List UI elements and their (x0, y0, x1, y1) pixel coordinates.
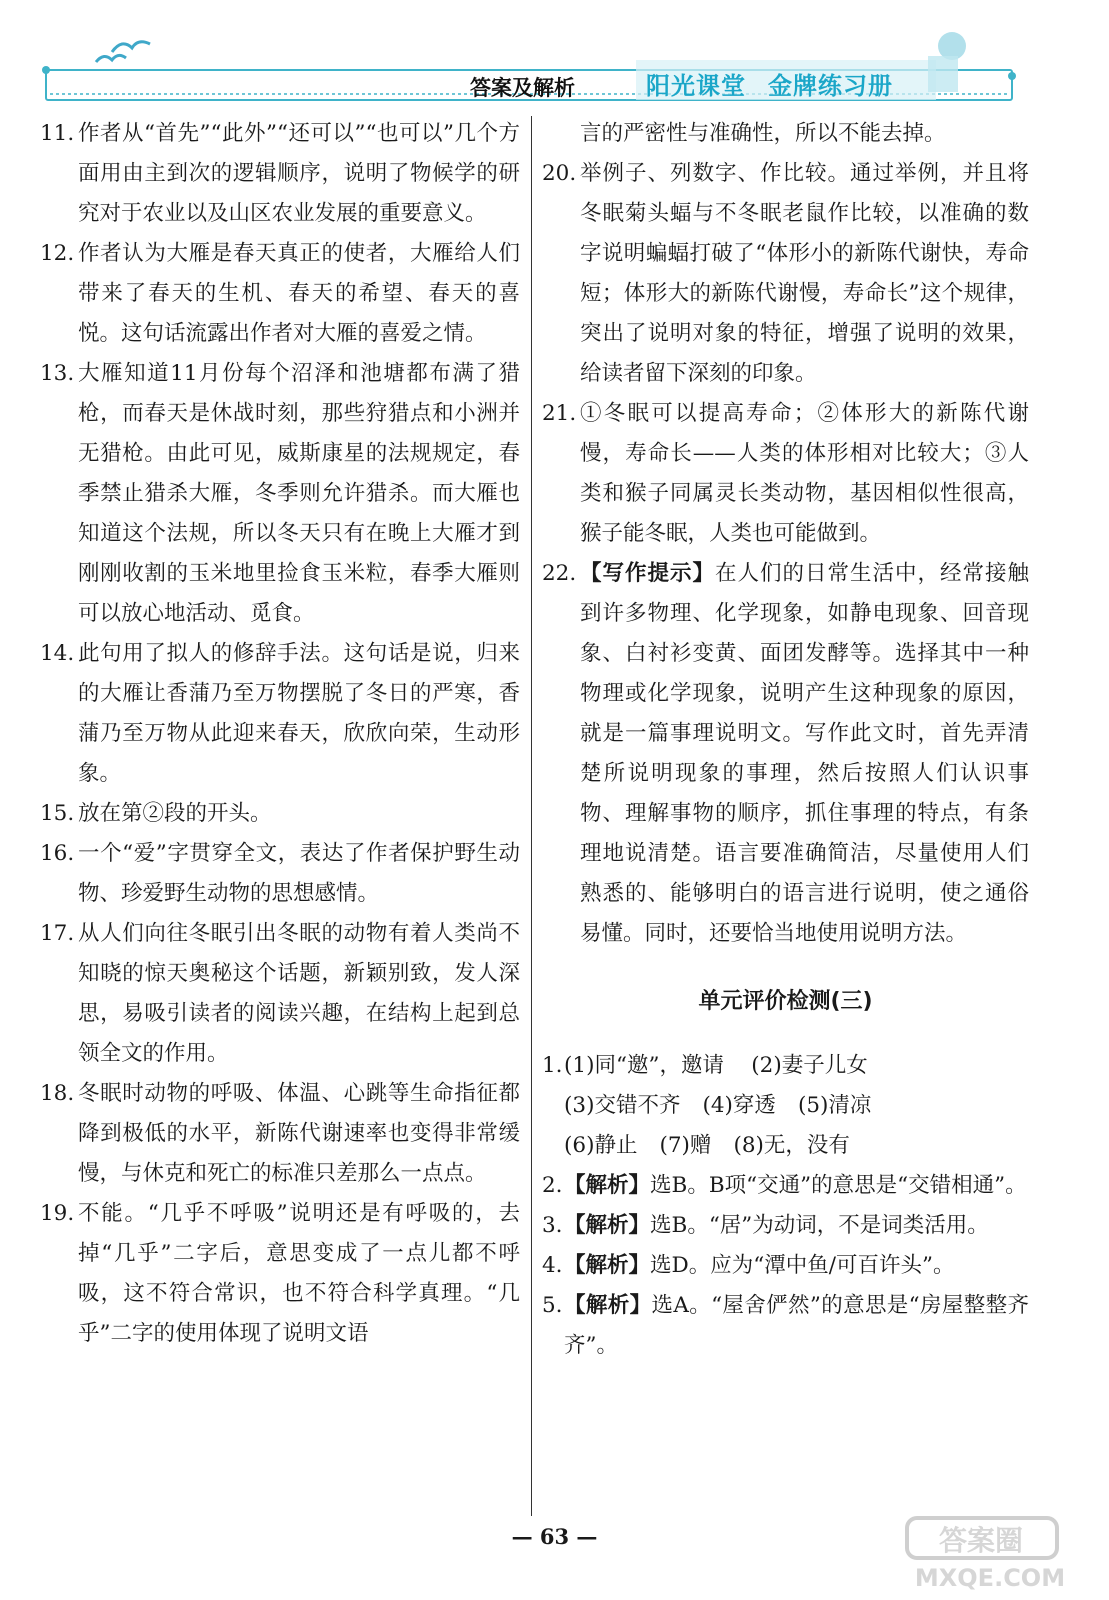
answer-item (40, 1074, 520, 1194)
answer-number: 4. (542, 1253, 563, 1278)
answer-text: 一个“爱”字贯穿全文，表达了作者保护野生动物、珍爱野生动物的思想感情。 (78, 841, 520, 906)
book-icon (928, 56, 958, 92)
answer-item (40, 1194, 520, 1354)
globe-icon (938, 32, 966, 60)
answer-text: 不能。“几乎不呼吸”说明还是有呼吸的，去掉“几乎”二字后，意思变成了一点儿都不呼吸，这不符合常识，也不符合科学真理。“几乎”二字的使用体现了说明文语 (78, 1201, 520, 1346)
answer-text: 选B。B项“交通”的意思是“交错相通”。 (650, 1173, 1027, 1198)
watermark-bottom: MXQE.COM (914, 1564, 1066, 1592)
answer-number: 11. (40, 121, 75, 146)
answer-number: 20. (542, 161, 577, 186)
answer-number: 1. (542, 1053, 563, 1078)
q1-part: (1)同“邀”，邀请 (564, 1053, 724, 1078)
answer-item (542, 1286, 1029, 1366)
answer-text: 冬眠时动物的呼吸、体温、心跳等生命指征都降到极低的水平，新陈代谢速率也变得非常缓慢，与休克和死亡的标准只差那么一点点。 (78, 1081, 520, 1186)
analysis-label: 【解析】 (564, 1253, 651, 1278)
answer-number: 3. (542, 1213, 563, 1238)
answer-number: 5. (542, 1293, 563, 1318)
right-column (542, 114, 1029, 1366)
answer-text: 作者认为大雁是春天真正的使者，大雁给人们带来了春天的生机、春天的希望、春天的喜悦。这句话流露出作者对大雁的喜爱之情。 (78, 241, 520, 346)
answer-text: 作者从“首先”“此外”“还可以”“也可以”几个方面用由主到次的逻辑顺序，说明了物候学的研究对于农业以及山区农业发展的重要意义。 (78, 121, 520, 226)
q1-part: (5)清凉 (797, 1093, 872, 1118)
header-dot (42, 66, 50, 74)
answer-number: 12. (40, 241, 75, 266)
analysis-label: 【解析】 (564, 1213, 651, 1238)
answer-number: 16. (40, 841, 75, 866)
answer-text: 选B。“居”为动词，不是词类活用。 (650, 1213, 989, 1238)
answer-item (40, 914, 520, 1074)
answer-number: 13. (40, 361, 75, 386)
answer-item (40, 634, 520, 794)
section-title: 单元评价检测(三) (698, 989, 873, 1014)
answer-number: 15. (40, 801, 75, 826)
page-number: — 63 — (511, 1524, 598, 1549)
section-label: 答案及解析 (470, 76, 575, 100)
answer-item (40, 354, 520, 634)
q1-part: (7)赠 (659, 1133, 712, 1158)
answer-number: 21. (542, 401, 577, 426)
answer-number: 22. (542, 561, 577, 586)
left-column (40, 114, 520, 1354)
answer-text: 大雁知道11月份每个沼泽和池塘都布满了猎枪，而春天是休战时刻，那些狩猎点和小洲并无猎枪。由此可见，威斯康星的法规规定，春季禁止猎杀大雁，冬季则允许猎杀。而大雁也知道这个法规，所以冬天只有在晚上大雁才到刚刚收割的玉米地里捡食玉米粒，春季大雁则可以放心地活动、觅食。 (78, 361, 520, 626)
answer-item (40, 834, 520, 914)
answer-number: 18. (40, 1081, 75, 1106)
watermark-top: 答案圈 (938, 1524, 1024, 1557)
q1-line (542, 1086, 1029, 1126)
bird-icon (96, 55, 126, 62)
answer-continuation: 言的严密性与准确性，所以不能去掉。 (580, 121, 946, 146)
answer-number: 2. (542, 1173, 563, 1198)
q1-part: (4)穿透 (702, 1093, 776, 1118)
answer-item (542, 394, 1029, 554)
header-dot (1008, 72, 1016, 80)
answer-number: 14. (40, 641, 75, 666)
series-title-b: 金牌练习册 (768, 72, 893, 100)
answer-text: 此句用了拟人的修辞手法。这句话是说，归来的大雁让香蒲乃至万物摆脱了冬日的严寒，香蒲乃至万物从此迎来春天，欣欣向荣，生动形象。 (78, 641, 520, 786)
answer-item (542, 1246, 1029, 1286)
q1-part: (3)交错不齐 (564, 1093, 681, 1118)
answer-item (40, 794, 520, 834)
answer-item (542, 554, 1029, 954)
q1-part: (2)妻子儿女 (751, 1053, 868, 1078)
answer-text: ①冬眠可以提高寿命；②体形大的新陈代谢慢，寿命长——人类的体形相对比较大；③人类和猴子同属灵长类动物，基因相似性很高，猴子能冬眠，人类也可能做到。 (580, 401, 1029, 546)
answer-item (542, 1206, 1029, 1246)
watermark-logo (895, 1514, 1085, 1594)
q1-part: (8)无，没有 (733, 1133, 850, 1158)
series-title-a: 阳光课堂 (646, 72, 746, 100)
answer-item (542, 154, 1029, 394)
answer-item (40, 114, 520, 234)
answer-text: 放在第②段的开头。 (78, 801, 272, 826)
answer-item (542, 1166, 1029, 1206)
analysis-label: 【解析】 (564, 1173, 651, 1198)
q1-line (542, 1126, 1029, 1166)
answer-item (542, 1046, 1029, 1086)
answer-item (40, 234, 520, 354)
answer-text: 选A。“屋舍俨然”的意思是“房屋整整齐齐”。 (564, 1293, 1029, 1358)
answer-text: 选D。应为“潭中鱼/可百许头”。 (650, 1253, 955, 1278)
answer-text: 举例子、列数字、作比较。通过举例，并且将冬眠菊头蝠与不冬眠老鼠作比较，以准确的数字说明蝙蝠打破了“体形小的新陈代谢快，寿命短；体形大的新陈代谢慢，寿命长”这个规律，突出了说明对象的特征，增强了说明的效果，给读者留下深刻的印象。 (580, 161, 1029, 386)
q1-part: (6)静止 (564, 1133, 638, 1158)
series-title (646, 66, 893, 101)
answer-text: 在人们的日常生活中，经常接触到许多物理、化学现象，如静电现象、回音现象、白衬衫变黄、面团发酵等。选择其中一种物理或化学现象，说明产生这种现象的原因，就是一篇事理说明文。写作此文时，首先弄清楚所说明现象的事理，然后按照人们认识事物、理解事物的顺序，抓住事理的特点，有条理地说清楚。语言要准确简洁，尽量使用人们熟悉的、能够明白的语言进行说明，使之通俗易懂。同时，还要恰当地使用说明方法。 (580, 561, 1029, 946)
page-header (0, 0, 1109, 110)
answer-number: 17. (40, 921, 75, 946)
answer-number: 19. (40, 1201, 75, 1226)
answer-text: 从人们向往冬眠引出冬眠的动物有着人类尚不知晓的惊天奥秘这个话题，新颖别致，发人深思，易吸引读者的阅读兴趣，在结构上起到总领全文的作用。 (78, 921, 520, 1066)
column-divider (531, 116, 532, 1516)
bird-icon (112, 42, 150, 52)
analysis-label: 【解析】 (564, 1293, 652, 1318)
writing-tip-label: 【写作提示】 (580, 561, 715, 586)
